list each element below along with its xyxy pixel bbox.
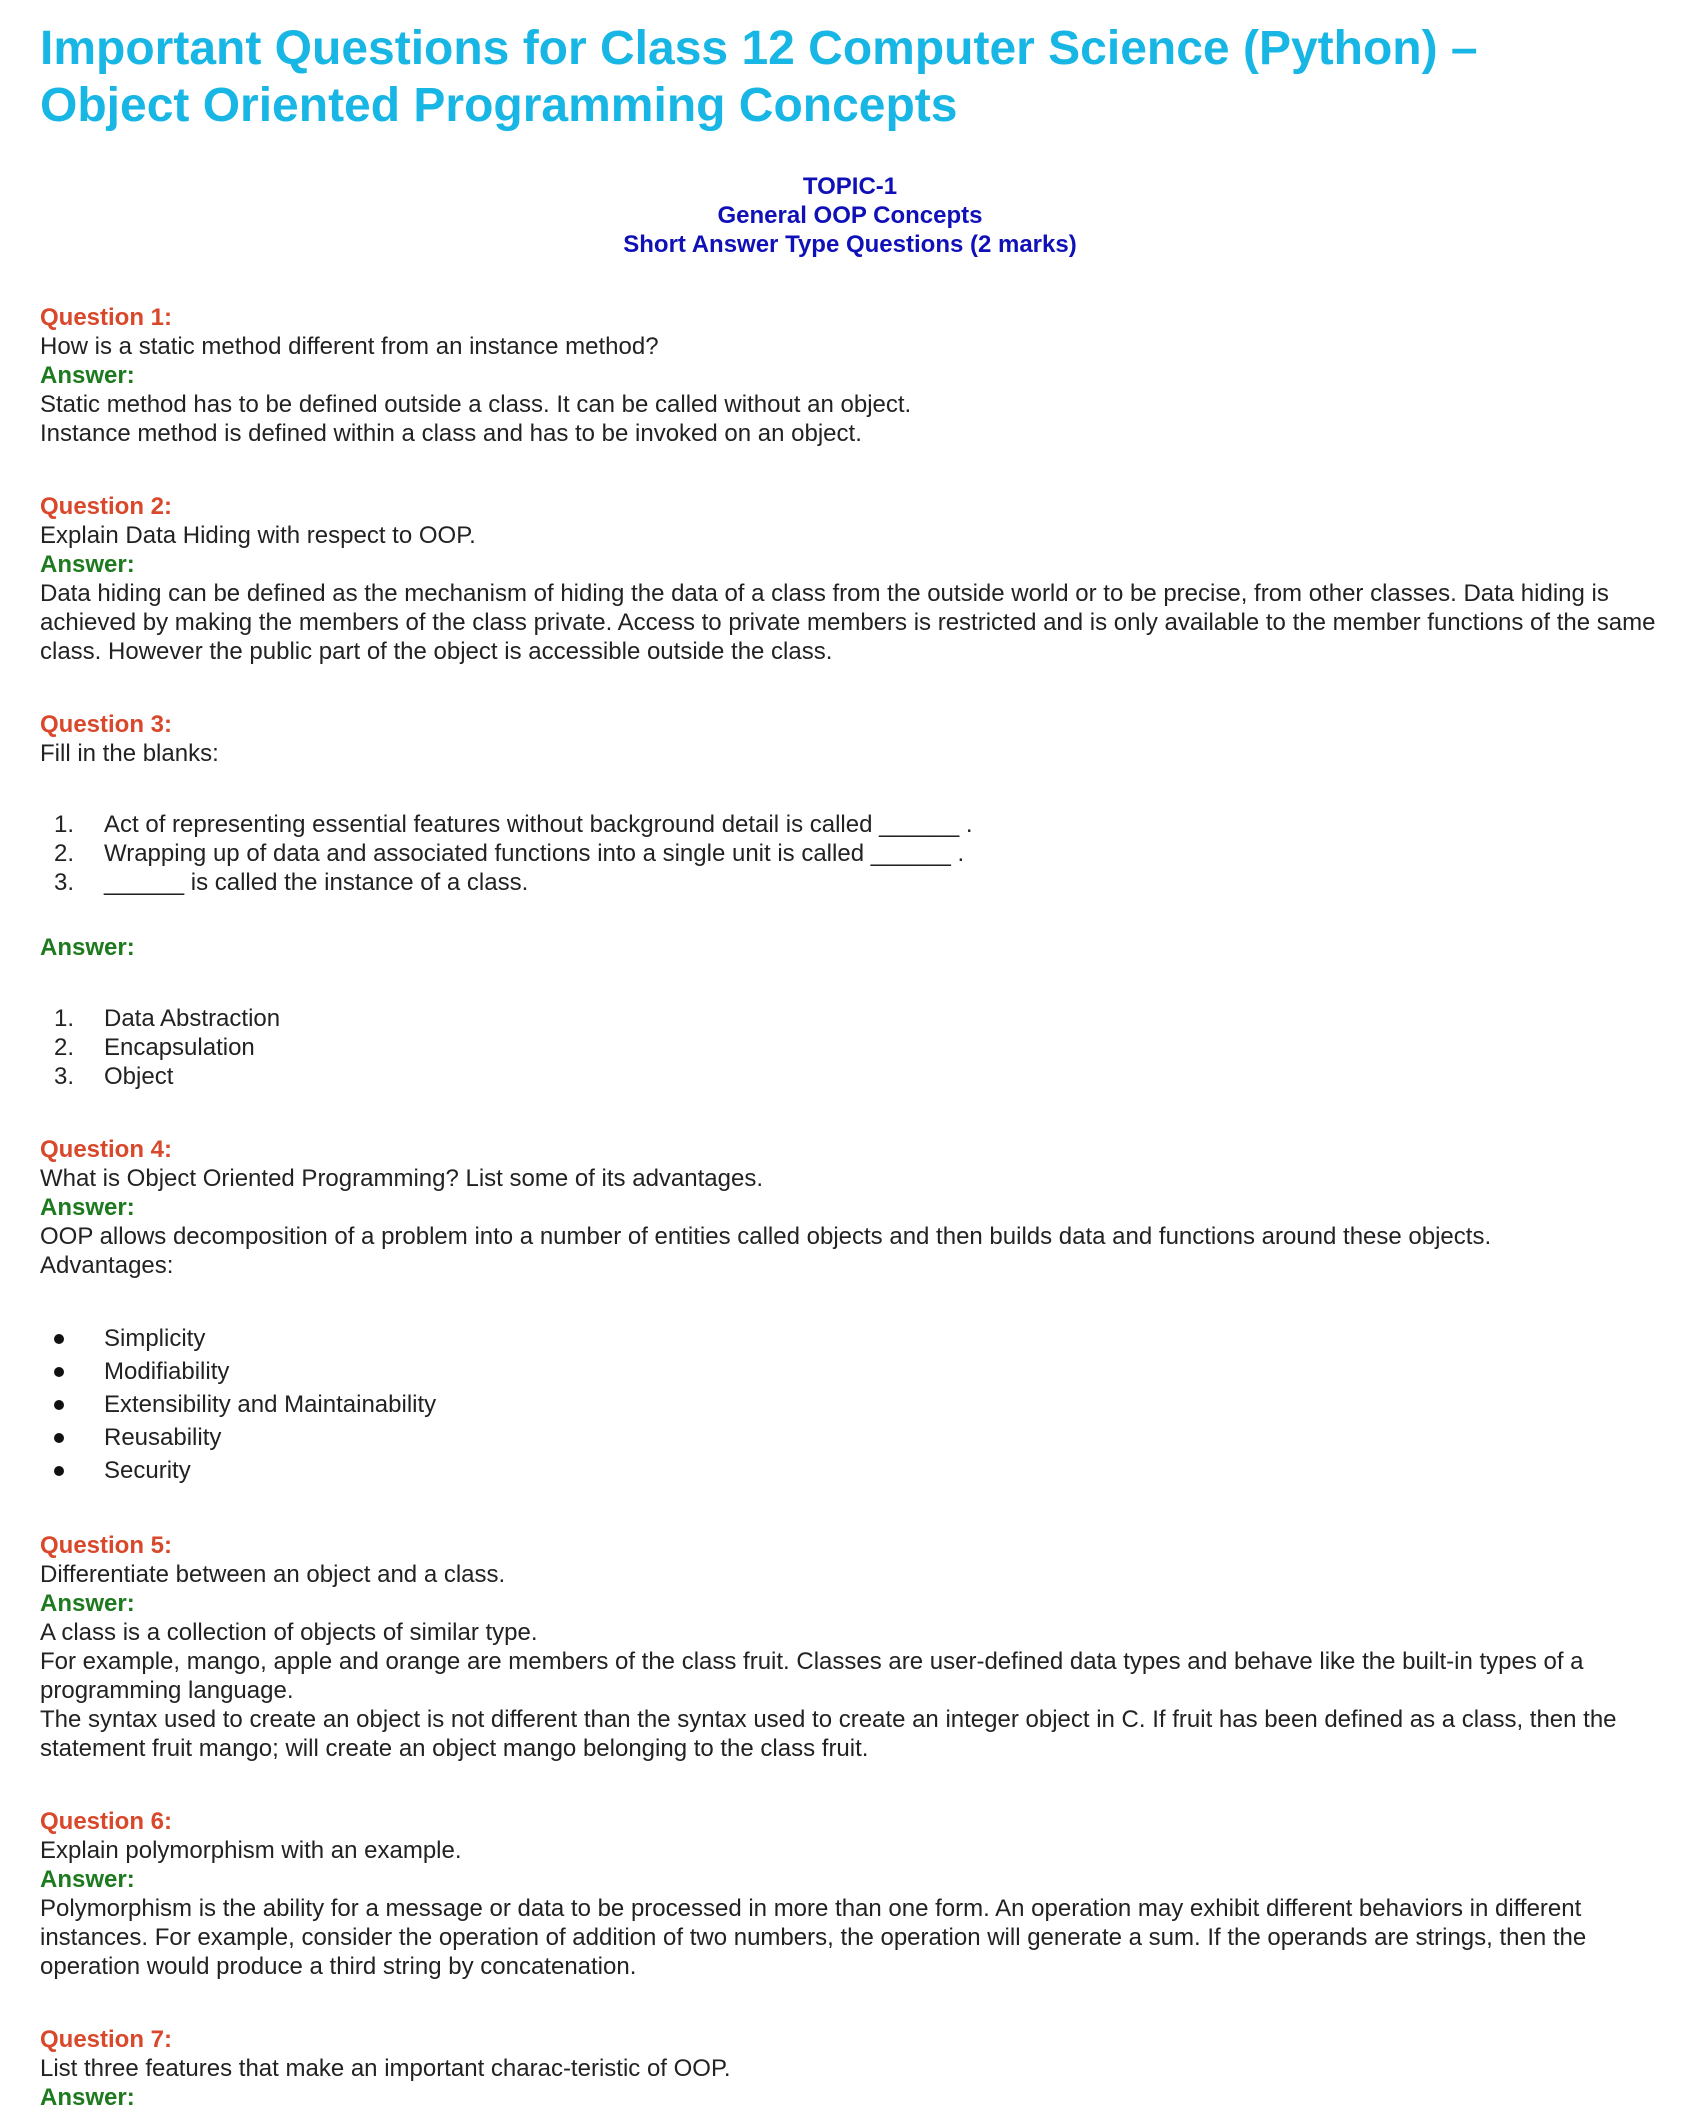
list-item: [40, 839, 1660, 868]
section-type: Short Answer Type Questions (2 marks): [623, 231, 1077, 258]
question-label: Question 1:: [40, 304, 173, 331]
list-item-text: Act of representing essential features without background detail is called ______ .: [104, 811, 973, 838]
advantages-list: [40, 1322, 1660, 1487]
answer-label: Answer:: [40, 362, 135, 389]
list-number: 1.: [54, 1005, 75, 1032]
list-number: 2.: [54, 840, 75, 867]
fill-blanks-list: [40, 810, 1660, 897]
question-label: Question 4:: [40, 1136, 173, 1163]
list-item-text: Extensibility and Maintainability: [104, 1391, 437, 1418]
bullet-icon: [54, 1433, 64, 1443]
list-item: [40, 1322, 1660, 1355]
list-number: 2.: [54, 1034, 75, 1061]
answer-label: Answer:: [40, 934, 135, 961]
list-item: [40, 1062, 1660, 1091]
answer-list: [40, 1004, 1660, 1091]
answer-label: Answer:: [40, 1866, 135, 1893]
question-block-7: [40, 2025, 1660, 2112]
answer-text: Data hiding can be defined as the mechanism of hiding the data of a class from the outside world or to be precise, from other classes. Data hiding is achieved by making the members of the class private. Access to private members is restricted and is only available to the member functions of the same class. However the public part of the object is accessible outside the class.: [40, 580, 1656, 665]
list-item-text: Data Abstraction: [104, 1005, 281, 1032]
question-text: List three features that make an important charac-teristic of OOP.: [40, 2055, 731, 2082]
answer-text: OOP allows decomposition of a problem into a number of entities called objects and then builds data and functions around these objects.: [40, 1223, 1492, 1250]
title-line-1: Important Questions for Class 12 Computer Science (Python) –: [40, 22, 1478, 75]
list-item-text: Wrapping up of data and associated functions into a single unit is called ______ .: [104, 840, 965, 867]
question-text: What is Object Oriented Programming? List some of its advantages.: [40, 1165, 763, 1192]
question-block-4: [40, 1135, 1660, 1487]
bullet-icon: [54, 1400, 64, 1410]
list-item: [40, 1004, 1660, 1033]
answer-text: The syntax used to create an object is not different than the syntax used to create an integer object in C. If fruit has been defined as a class, then the statement fruit mango; will create an object mango belonging to the class fruit.: [40, 1706, 1617, 1762]
list-item-text: ______ is called the instance of a class.: [104, 869, 529, 896]
answer-text: Advantages:: [40, 1252, 174, 1279]
question-label: Question 3:: [40, 711, 173, 738]
answer-text: A class is a collection of objects of similar type.: [40, 1619, 538, 1646]
page-title: [40, 20, 1660, 134]
list-number: 1.: [54, 811, 75, 838]
question-text: How is a static method different from an instance method?: [40, 333, 659, 360]
list-item-text: Modifiability: [104, 1358, 230, 1385]
question-block-5: [40, 1531, 1660, 1763]
title-line-2: Object Oriented Programming Concepts: [40, 79, 958, 132]
answer-label: Answer:: [40, 2084, 135, 2111]
question-block-2: [40, 492, 1660, 666]
topic-name: General OOP Concepts: [717, 202, 983, 229]
answer-text: Polymorphism is the ability for a message or data to be processed in more than one form. An operation may exhibit different behaviors in different instances. For example, consider the operation of addition of two numbers, the operation will generate a sum. If the operands are strings, then the operation would produce a third string by concatenation.: [40, 1895, 1587, 1980]
question-text: Differentiate between an object and a class.: [40, 1561, 506, 1588]
answer-label: Answer:: [40, 1590, 135, 1617]
bullet-icon: [54, 1367, 64, 1377]
list-item: [40, 1421, 1660, 1454]
list-item: [40, 1388, 1660, 1421]
question-text: Fill in the blanks:: [40, 740, 219, 767]
answer-text: Static method has to be defined outside a class. It can be called without an object.: [40, 391, 912, 418]
answer-label: Answer:: [40, 551, 135, 578]
question-label: Question 2:: [40, 493, 173, 520]
question-label: Question 6:: [40, 1808, 173, 1835]
question-label: Question 5:: [40, 1532, 173, 1559]
answer-label: Answer:: [40, 1194, 135, 1221]
topic-header: [40, 172, 1660, 259]
list-item: [40, 810, 1660, 839]
list-item: [40, 1454, 1660, 1487]
list-number: 3.: [54, 1063, 75, 1090]
bullet-icon: [54, 1466, 64, 1476]
list-item-text: Object: [104, 1063, 174, 1090]
question-label: Question 7:: [40, 2026, 173, 2053]
question-block-1: [40, 303, 1660, 448]
topic-number: TOPIC-1: [802, 173, 898, 200]
list-item-text: Security: [104, 1457, 191, 1484]
answer-text: For example, mango, apple and orange are members of the class fruit. Classes are user-defined data types and behave like the built-in types of a programming language.: [40, 1648, 1584, 1704]
question-block-6: [40, 1807, 1660, 1981]
list-item-text: Simplicity: [104, 1325, 206, 1352]
list-number: 3.: [54, 869, 75, 896]
question-text: Explain Data Hiding with respect to OOP.: [40, 522, 476, 549]
list-item: [40, 1033, 1660, 1062]
question-block-3: [40, 710, 1660, 1091]
list-item: [40, 1355, 1660, 1388]
bullet-icon: [54, 1334, 64, 1344]
list-item-text: Reusability: [104, 1424, 222, 1451]
answer-text: Instance method is defined within a class and has to be invoked on an object.: [40, 420, 862, 447]
list-item-text: Encapsulation: [104, 1034, 255, 1061]
question-text: Explain polymorphism with an example.: [40, 1837, 462, 1864]
list-item: [40, 868, 1660, 897]
